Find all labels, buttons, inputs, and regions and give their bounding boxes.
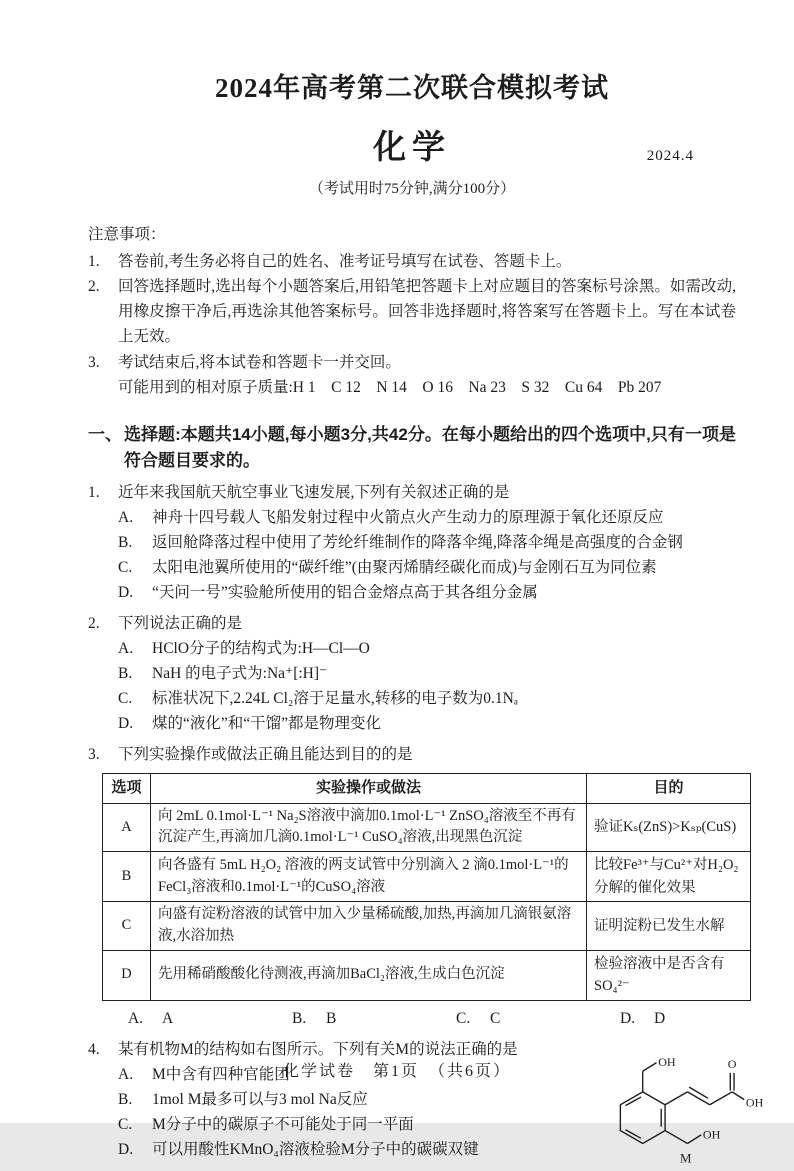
option-b bbox=[118, 662, 736, 687]
option-label: B. bbox=[118, 1090, 133, 1108]
question-stem-text: 下列说法正确的是 bbox=[118, 615, 243, 633]
option-label: A. bbox=[118, 1066, 134, 1084]
cell-option: D bbox=[103, 950, 151, 1000]
header-purpose: 目的 bbox=[587, 774, 751, 804]
option-text: 神舟十四号载人飞船发射过程中火箭点火产生动力的原理源于氧化还原反应 bbox=[152, 509, 664, 527]
table-row bbox=[103, 950, 751, 1000]
option-d bbox=[118, 1138, 586, 1163]
option-text: 可以用酸性KMnO₄溶液检验M分子中的碳碳双键 bbox=[152, 1140, 479, 1158]
option-text: 太阳电池翼所使用的“碳纤维”(由聚丙烯腈经碳化而成)与金刚石互为同位素 bbox=[152, 558, 657, 576]
table-header-row bbox=[103, 774, 751, 804]
option-label: B. bbox=[118, 534, 133, 552]
table-row bbox=[103, 803, 751, 852]
option-label: C. bbox=[118, 558, 133, 576]
option-b bbox=[118, 1088, 586, 1113]
question-4 bbox=[88, 1038, 764, 1166]
option-label: A. bbox=[118, 640, 134, 658]
cell-purpose: 验证Kₛ(ZnS)>Kₛₚ(CuS) bbox=[587, 803, 751, 852]
answer-label: D. bbox=[620, 1009, 636, 1027]
table-row bbox=[103, 902, 751, 951]
question-1 bbox=[88, 481, 736, 605]
page-footer: 化学试卷 第1页 （共6页） bbox=[282, 1063, 511, 1080]
subject-row bbox=[88, 121, 736, 167]
notice-item-number: 1. bbox=[88, 253, 100, 271]
exam-date: 2024.4 bbox=[646, 148, 694, 164]
header-operation: 实验操作或做法 bbox=[151, 774, 587, 804]
carboxyl-hydroxyl-label: OH bbox=[745, 1095, 764, 1110]
option-d bbox=[118, 712, 736, 737]
question-1-options bbox=[88, 506, 736, 605]
question-number: 4. bbox=[88, 1041, 100, 1059]
option-text: 标准状况下,2.24L Cl₂溶于足量水,转移的电子数为0.1Nₐ bbox=[152, 689, 518, 707]
benzene-ring bbox=[620, 1092, 665, 1144]
cell-purpose: 比较Fe³⁺与Cu²⁺对H₂O₂分解的催化效果 bbox=[587, 852, 751, 902]
cell-purpose: 检验溶液中是否含有SO₄²⁻ bbox=[587, 950, 751, 1000]
answer-text: A bbox=[162, 1009, 174, 1027]
question-stem-text: 近年来我国航天航空事业飞速发展,下列有关叙述正确的是 bbox=[118, 484, 510, 502]
cell-purpose: 证明淀粉已发生水解 bbox=[587, 902, 751, 951]
molecule-name-label: M bbox=[679, 1151, 692, 1166]
option-c bbox=[118, 556, 736, 581]
answer-b bbox=[292, 1007, 456, 1032]
question-2-stem bbox=[88, 612, 736, 637]
cell-operation: 向盛有淀粉溶液的试管中加入少量稀硫酸,加热,再滴加几滴银氨溶液,水浴加热 bbox=[151, 902, 587, 951]
question-3-stem bbox=[88, 743, 736, 768]
exam-duration-info: （考试用时75分钟,满分100分） bbox=[308, 181, 516, 197]
notice-item-text: 考试结束后,将本试卷和答题卡一并交回。 bbox=[118, 353, 401, 371]
question-stem-text: 下列实验操作或做法正确且能达到目的的是 bbox=[118, 746, 413, 764]
cell-operation: 先用稀硝酸酸化待测液,再滴加BaCl₂溶液,生成白色沉淀 bbox=[151, 950, 587, 1000]
notice-section bbox=[88, 222, 736, 400]
notice-item bbox=[88, 350, 736, 375]
notice-heading: 注意事项： bbox=[88, 226, 166, 243]
atomic-masses-line: 可能用到的相对原子质量:H 1 C 12 N 14 O 16 Na 23 S 32 Cu 64 Pb 207 bbox=[118, 378, 662, 396]
option-label: D. bbox=[118, 714, 134, 732]
option-text: 煤的“液化”和“干馏”都是物理变化 bbox=[152, 714, 382, 732]
option-label: D. bbox=[118, 583, 134, 601]
question-1-stem bbox=[88, 481, 736, 506]
notice-item-text: 答卷前,考生务必将自己的姓名、准考证号填写在试卷、答题卡上。 bbox=[118, 253, 572, 271]
option-d bbox=[118, 581, 736, 606]
option-label: D. bbox=[118, 1140, 134, 1158]
cell-operation: 向各盛有 5mL H₂O₂ 溶液的两支试管中分别滴入 2 滴0.1mol·L⁻¹的FeCl₃溶液和0.1mol·L⁻¹的CuSO₄溶液 bbox=[151, 852, 587, 902]
section-1-label: 一、 bbox=[88, 424, 122, 444]
notice-item bbox=[88, 274, 736, 349]
option-text: NaH 的电子式为:Na⁺[:H]⁻ bbox=[152, 665, 328, 683]
option-text: HClO分子的结构式为:H—Cl—O bbox=[152, 640, 370, 658]
hydroxyl-label-top: OH bbox=[658, 1055, 676, 1070]
option-c bbox=[118, 687, 736, 712]
option-text: M中含有四种官能团 bbox=[152, 1066, 290, 1084]
section-1-text: 选择题:本题共14小题,每小题3分,共42分。在每小题给出的四个选项中,只有一项是符合题目要求的。 bbox=[124, 424, 736, 471]
option-a bbox=[118, 637, 736, 662]
cell-option: A bbox=[103, 803, 151, 852]
question-number: 3. bbox=[88, 746, 100, 764]
answer-label: C. bbox=[456, 1009, 471, 1027]
option-label: A. bbox=[118, 509, 134, 527]
option-text: 1mol M最多可以与3 mol Na反应 bbox=[152, 1090, 368, 1108]
answer-text: D bbox=[654, 1009, 666, 1027]
question-stem-text: 某有机物M的结构如右图所示。下列有关M的说法正确的是 bbox=[118, 1041, 518, 1059]
notice-item bbox=[88, 249, 736, 274]
notice-item-number: 3. bbox=[88, 353, 100, 371]
option-text: “天问一号”实验舱所使用的铝合金熔点高于其各组分金属 bbox=[152, 583, 538, 601]
question-2-options bbox=[88, 637, 736, 736]
answer-c bbox=[456, 1007, 620, 1032]
option-label: C. bbox=[118, 689, 133, 707]
subject-name: 化学 bbox=[373, 128, 451, 165]
answer-label: B. bbox=[292, 1009, 307, 1027]
hydroxyl-label-bottom: OH bbox=[702, 1127, 721, 1142]
notice-item-text: 回答选择题时,选出每个小题答案后,用铅笔把答题卡上对应题目的答案标号涂黑。如需改动,用橡皮擦干净后,再选涂其他答案标号。回答非选择题时,将答案写在答题卡上。写在本试卷上无效。 bbox=[118, 278, 736, 346]
option-label: C. bbox=[118, 1115, 133, 1133]
option-text: 返回舱降落过程中使用了芳纶纤维制作的降落伞绳,降落伞绳是高强度的合金钢 bbox=[152, 534, 683, 552]
header-option: 选项 bbox=[103, 774, 151, 804]
question-number: 2. bbox=[88, 615, 100, 633]
answer-d bbox=[620, 1007, 784, 1032]
option-text: M分子中的碳原子不可能处于同一平面 bbox=[152, 1115, 414, 1133]
cell-option: B bbox=[103, 852, 151, 902]
answer-text: C bbox=[490, 1009, 501, 1027]
cell-operation: 向 2mL 0.1mol·L⁻¹ Na₂S溶液中滴加0.1mol·L⁻¹ ZnSO₄溶液至不再有沉淀产生,再滴加几滴0.1mol·L⁻¹ CuSO₄溶液,出现黑色沉淀 bbox=[151, 803, 587, 852]
carbonyl-oxygen-label: O bbox=[727, 1057, 737, 1072]
exam-title: 2024年高考第二次联合模拟考试 bbox=[215, 73, 609, 103]
option-b bbox=[118, 531, 736, 556]
answer-a bbox=[128, 1007, 292, 1032]
cell-option: C bbox=[103, 902, 151, 951]
option-a bbox=[118, 506, 736, 531]
section-1-heading bbox=[88, 422, 736, 475]
option-c bbox=[118, 1113, 586, 1138]
answer-label: A. bbox=[128, 1009, 144, 1027]
answer-text: B bbox=[326, 1009, 337, 1027]
option-label: B. bbox=[118, 665, 133, 683]
notice-item-number: 2. bbox=[88, 278, 100, 296]
experiment-table bbox=[102, 773, 751, 1000]
question-3 bbox=[88, 743, 739, 1031]
question-3-answers bbox=[88, 1007, 736, 1032]
question-number: 1. bbox=[88, 484, 100, 502]
question-2 bbox=[88, 612, 736, 736]
table-row bbox=[103, 852, 751, 902]
